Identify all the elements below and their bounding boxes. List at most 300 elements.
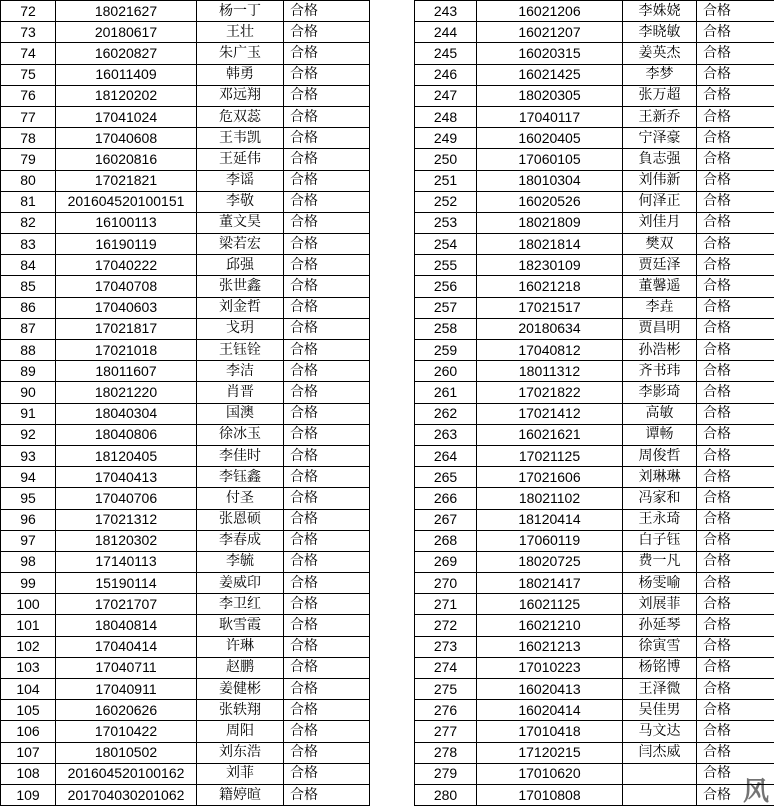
result-cell: 合格 (697, 43, 774, 64)
table-row (415, 382, 774, 403)
name-cell: 耿雪霞 (197, 615, 284, 636)
result-cell: 合格 (697, 721, 774, 742)
result-cell: 合格 (284, 721, 370, 742)
result-cell: 合格 (284, 382, 370, 403)
table-row (1, 234, 370, 255)
row-index-cell: 96 (1, 509, 56, 530)
result-cell: 合格 (284, 445, 370, 466)
row-index-cell: 245 (415, 43, 477, 64)
name-cell: 孙延琴 (623, 615, 697, 636)
table-row (1, 149, 370, 170)
table-row (415, 234, 774, 255)
name-cell: 王延伟 (197, 149, 284, 170)
name-cell: 刘佳月 (623, 212, 697, 233)
name-cell: 何泽正 (623, 191, 697, 212)
name-cell: 梁若宏 (197, 234, 284, 255)
row-index-cell: 260 (415, 361, 477, 382)
row-index-cell: 74 (1, 43, 56, 64)
name-cell: 徐冰玉 (197, 424, 284, 445)
name-cell: 姜威印 (197, 573, 284, 594)
row-index-cell: 269 (415, 551, 477, 572)
row-index-cell: 105 (1, 700, 56, 721)
row-index-cell: 91 (1, 403, 56, 424)
student-id-cell: 18021417 (477, 573, 623, 594)
row-index-cell: 99 (1, 573, 56, 594)
name-cell: 李佳时 (197, 445, 284, 466)
table-row (1, 763, 370, 784)
table-row (1, 488, 370, 509)
name-cell: 冯家和 (623, 488, 697, 509)
table-row (1, 22, 370, 43)
result-cell: 合格 (284, 276, 370, 297)
result-cell: 合格 (697, 361, 774, 382)
student-id-cell: 18010502 (56, 742, 197, 763)
name-cell: 刘伟新 (623, 170, 697, 191)
table-row (1, 657, 370, 678)
table-row (415, 424, 774, 445)
row-index-cell: 264 (415, 445, 477, 466)
result-cell: 合格 (284, 255, 370, 276)
result-cell: 合格 (697, 424, 774, 445)
result-cell: 合格 (697, 594, 774, 615)
student-id-cell: 18021814 (477, 234, 623, 255)
row-index-cell: 271 (415, 594, 477, 615)
table-row (1, 594, 370, 615)
result-cell: 合格 (697, 276, 774, 297)
student-id-cell: 18021627 (56, 1, 197, 22)
result-cell: 合格 (697, 403, 774, 424)
name-cell: 王泽微 (623, 679, 697, 700)
table-row (415, 255, 774, 276)
row-index-cell: 263 (415, 424, 477, 445)
student-id-cell: 16021218 (477, 276, 623, 297)
row-index-cell: 275 (415, 679, 477, 700)
row-index-cell: 252 (415, 191, 477, 212)
result-cell: 合格 (284, 149, 370, 170)
table-row (1, 382, 370, 403)
row-index-cell: 272 (415, 615, 477, 636)
table-row (1, 573, 370, 594)
result-cell: 合格 (284, 488, 370, 509)
result-cell: 合格 (284, 742, 370, 763)
student-id-cell: 17021517 (477, 297, 623, 318)
name-cell: 刘东浩 (197, 742, 284, 763)
table-row (1, 403, 370, 424)
student-id-cell: 18120302 (56, 530, 197, 551)
table-row (1, 340, 370, 361)
name-cell: 付圣 (197, 488, 284, 509)
name-cell: 刘琳琳 (623, 467, 697, 488)
table-row (415, 191, 774, 212)
name-cell: 周俊哲 (623, 445, 697, 466)
name-cell: 邱强 (197, 255, 284, 276)
student-id-cell: 16020414 (477, 700, 623, 721)
result-cell: 合格 (697, 382, 774, 403)
result-cell: 合格 (284, 361, 370, 382)
student-id-cell: 16020526 (477, 191, 623, 212)
row-index-cell: 107 (1, 742, 56, 763)
name-cell: 王永琦 (623, 509, 697, 530)
result-cell: 合格 (697, 551, 774, 572)
row-index-cell: 98 (1, 551, 56, 572)
student-id-cell: 201604520100162 (56, 763, 197, 784)
table-row (1, 742, 370, 763)
name-cell: 李毓 (197, 551, 284, 572)
table-row (1, 700, 370, 721)
result-cell: 合格 (697, 488, 774, 509)
name-cell: 张恩硕 (197, 509, 284, 530)
result-cell: 合格 (697, 679, 774, 700)
table-row (1, 784, 370, 805)
table-row (1, 297, 370, 318)
student-id-cell: 17040117 (477, 106, 623, 127)
row-index-cell: 246 (415, 64, 477, 85)
table-row (415, 43, 774, 64)
result-cell: 合格 (284, 170, 370, 191)
result-cell: 合格 (284, 22, 370, 43)
name-cell: 董馨遥 (623, 276, 697, 297)
row-index-cell: 254 (415, 234, 477, 255)
table-row (1, 106, 370, 127)
table-row (415, 149, 774, 170)
row-index-cell: 72 (1, 1, 56, 22)
student-id-cell: 16020827 (56, 43, 197, 64)
table-row (1, 679, 370, 700)
table-row (415, 509, 774, 530)
table-row (1, 191, 370, 212)
student-id-cell: 18040806 (56, 424, 197, 445)
student-id-cell: 16021621 (477, 424, 623, 445)
name-cell: 刘菲 (197, 763, 284, 784)
row-index-cell: 276 (415, 700, 477, 721)
table-row (1, 1, 370, 22)
student-id-cell: 18120414 (477, 509, 623, 530)
name-cell: 籍婷暄 (197, 784, 284, 805)
row-index-cell: 104 (1, 679, 56, 700)
result-cell: 合格 (284, 318, 370, 339)
table-row (1, 424, 370, 445)
student-id-cell: 17040708 (56, 276, 197, 297)
result-cell: 合格 (697, 784, 774, 805)
table-row (1, 467, 370, 488)
student-id-cell: 18230109 (477, 255, 623, 276)
student-id-cell: 18011312 (477, 361, 623, 382)
table-row (415, 1, 774, 22)
table-row (415, 636, 774, 657)
row-index-cell: 80 (1, 170, 56, 191)
table-row (415, 340, 774, 361)
student-id-cell: 16020816 (56, 149, 197, 170)
name-cell: 杨一丁 (197, 1, 284, 22)
student-id-cell: 17040706 (56, 488, 197, 509)
result-cell: 合格 (697, 255, 774, 276)
student-id-cell: 17021606 (477, 467, 623, 488)
row-index-cell: 94 (1, 467, 56, 488)
row-index-cell: 95 (1, 488, 56, 509)
result-cell: 合格 (697, 530, 774, 551)
student-id-cell: 16100113 (56, 212, 197, 233)
student-id-cell: 18021220 (56, 382, 197, 403)
student-id-cell: 17021312 (56, 509, 197, 530)
row-index-cell: 100 (1, 594, 56, 615)
row-index-cell: 262 (415, 403, 477, 424)
name-cell: 赵鹏 (197, 657, 284, 678)
result-cell: 合格 (697, 742, 774, 763)
result-cell: 合格 (697, 573, 774, 594)
student-id-cell: 16020405 (477, 128, 623, 149)
table-row (1, 170, 370, 191)
result-cell: 合格 (697, 657, 774, 678)
table-row (415, 85, 774, 106)
result-cell: 合格 (697, 467, 774, 488)
student-id-cell: 17021817 (56, 318, 197, 339)
row-index-cell: 85 (1, 276, 56, 297)
row-index-cell: 250 (415, 149, 477, 170)
student-id-cell: 17021125 (477, 445, 623, 466)
name-cell: 李敬 (197, 191, 284, 212)
result-cell: 合格 (284, 212, 370, 233)
result-cell: 合格 (284, 551, 370, 572)
student-id-cell: 16020626 (56, 700, 197, 721)
student-id-cell: 16190119 (56, 234, 197, 255)
name-cell: 张轶翔 (197, 700, 284, 721)
row-index-cell: 83 (1, 234, 56, 255)
name-cell: 李谣 (197, 170, 284, 191)
table-row (1, 615, 370, 636)
student-id-cell: 17040603 (56, 297, 197, 318)
name-cell: 马文达 (623, 721, 697, 742)
row-index-cell: 97 (1, 530, 56, 551)
row-index-cell: 267 (415, 509, 477, 530)
table-row (415, 763, 774, 784)
result-cell: 合格 (697, 445, 774, 466)
table-row (415, 64, 774, 85)
table-row (415, 679, 774, 700)
name-cell: 谭畅 (623, 424, 697, 445)
student-id-cell: 16021210 (477, 615, 623, 636)
name-cell: 杨铭博 (623, 657, 697, 678)
result-cell: 合格 (697, 64, 774, 85)
result-cell: 合格 (697, 340, 774, 361)
row-index-cell: 88 (1, 340, 56, 361)
student-id-cell: 17021707 (56, 594, 197, 615)
student-id-cell: 16021207 (477, 22, 623, 43)
table-row (415, 22, 774, 43)
table-row (1, 276, 370, 297)
name-cell: 刘金哲 (197, 297, 284, 318)
student-id-cell: 18020305 (477, 85, 623, 106)
table-row (415, 276, 774, 297)
row-index-cell: 265 (415, 467, 477, 488)
result-cell: 合格 (284, 763, 370, 784)
name-cell: 董文昊 (197, 212, 284, 233)
name-cell (623, 763, 697, 784)
name-cell: 李钰鑫 (197, 467, 284, 488)
student-id-cell: 17040413 (56, 467, 197, 488)
result-cell: 合格 (697, 636, 774, 657)
student-id-cell: 201604520100151 (56, 191, 197, 212)
student-id-cell: 15190114 (56, 573, 197, 594)
row-index-cell: 258 (415, 318, 477, 339)
name-cell: 危双蕊 (197, 106, 284, 127)
student-id-cell: 18040814 (56, 615, 197, 636)
row-index-cell: 268 (415, 530, 477, 551)
table-row (1, 318, 370, 339)
result-cell: 合格 (284, 573, 370, 594)
row-index-cell: 86 (1, 297, 56, 318)
row-index-cell: 93 (1, 445, 56, 466)
row-index-cell: 261 (415, 382, 477, 403)
result-cell: 合格 (284, 530, 370, 551)
result-cell: 合格 (284, 784, 370, 805)
result-cell: 合格 (284, 615, 370, 636)
result-cell: 合格 (697, 700, 774, 721)
row-index-cell: 279 (415, 763, 477, 784)
result-cell: 合格 (284, 297, 370, 318)
result-cell: 合格 (284, 128, 370, 149)
table-row (1, 361, 370, 382)
row-index-cell: 251 (415, 170, 477, 191)
row-index-cell: 89 (1, 361, 56, 382)
table-row (1, 128, 370, 149)
name-cell (623, 784, 697, 805)
name-cell: 闫杰威 (623, 742, 697, 763)
result-cell: 合格 (284, 43, 370, 64)
table-row (1, 43, 370, 64)
name-cell: 费一凡 (623, 551, 697, 572)
result-cell: 合格 (284, 467, 370, 488)
student-id-cell: 17060119 (477, 530, 623, 551)
results-table-left (0, 0, 370, 806)
name-cell: 周阳 (197, 721, 284, 742)
result-cell: 合格 (697, 149, 774, 170)
table-row (1, 721, 370, 742)
table-row (415, 721, 774, 742)
table-row (415, 318, 774, 339)
row-index-cell: 270 (415, 573, 477, 594)
name-cell: 高敏 (623, 403, 697, 424)
result-cell: 合格 (284, 636, 370, 657)
student-id-cell: 17040711 (56, 657, 197, 678)
student-id-cell: 17040414 (56, 636, 197, 657)
student-id-cell: 17060105 (477, 149, 623, 170)
student-id-cell: 16021425 (477, 64, 623, 85)
result-cell: 合格 (284, 106, 370, 127)
result-cell: 合格 (697, 128, 774, 149)
result-cell: 合格 (697, 509, 774, 530)
name-cell: 徐寅雪 (623, 636, 697, 657)
result-cell: 合格 (284, 191, 370, 212)
row-index-cell: 278 (415, 742, 477, 763)
result-cell: 合格 (284, 679, 370, 700)
row-index-cell: 82 (1, 212, 56, 233)
name-cell: 李春成 (197, 530, 284, 551)
name-cell: 杨雯喻 (623, 573, 697, 594)
table-row (1, 551, 370, 572)
student-id-cell: 18021809 (477, 212, 623, 233)
table-row (415, 530, 774, 551)
student-id-cell: 18020725 (477, 551, 623, 572)
name-cell: 孙浩彬 (623, 340, 697, 361)
student-id-cell: 201704030201062 (56, 784, 197, 805)
student-id-cell: 17021412 (477, 403, 623, 424)
student-id-cell: 16020413 (477, 679, 623, 700)
table-row (415, 551, 774, 572)
row-index-cell: 280 (415, 784, 477, 805)
name-cell: 刘展菲 (623, 594, 697, 615)
result-cell: 合格 (284, 85, 370, 106)
result-cell: 合格 (284, 234, 370, 255)
student-id-cell: 20180617 (56, 22, 197, 43)
row-index-cell: 103 (1, 657, 56, 678)
name-cell: 张万超 (623, 85, 697, 106)
result-cell: 合格 (284, 340, 370, 361)
row-index-cell: 101 (1, 615, 56, 636)
row-index-cell: 273 (415, 636, 477, 657)
table-row (415, 297, 774, 318)
name-cell: 姜英杰 (623, 43, 697, 64)
row-index-cell: 78 (1, 128, 56, 149)
row-index-cell: 243 (415, 1, 477, 22)
name-cell: 負志强 (623, 149, 697, 170)
student-id-cell: 18021102 (477, 488, 623, 509)
result-cell: 合格 (697, 170, 774, 191)
name-cell: 李影琦 (623, 382, 697, 403)
row-index-cell: 266 (415, 488, 477, 509)
table-row (415, 445, 774, 466)
table-row (1, 64, 370, 85)
table-row (415, 594, 774, 615)
student-id-cell: 18040304 (56, 403, 197, 424)
row-index-cell: 248 (415, 106, 477, 127)
name-cell: 朱广玉 (197, 43, 284, 64)
row-index-cell: 87 (1, 318, 56, 339)
student-id-cell: 17040608 (56, 128, 197, 149)
result-cell: 合格 (697, 763, 774, 784)
name-cell: 贾昌明 (623, 318, 697, 339)
row-index-cell: 277 (415, 721, 477, 742)
table-row (415, 128, 774, 149)
student-id-cell: 16011409 (56, 64, 197, 85)
row-index-cell: 81 (1, 191, 56, 212)
row-index-cell: 73 (1, 22, 56, 43)
result-cell: 合格 (697, 191, 774, 212)
result-cell: 合格 (697, 1, 774, 22)
student-id-cell: 18120202 (56, 85, 197, 106)
name-cell: 宁泽豪 (623, 128, 697, 149)
student-id-cell: 17021018 (56, 340, 197, 361)
watermark-logo (743, 771, 770, 808)
table-row (415, 212, 774, 233)
name-cell: 王壮 (197, 22, 284, 43)
student-id-cell: 17040911 (56, 679, 197, 700)
table-row (415, 615, 774, 636)
result-cell: 合格 (284, 424, 370, 445)
name-cell: 白子钰 (623, 530, 697, 551)
student-id-cell: 17010422 (56, 721, 197, 742)
name-cell: 李洁 (197, 361, 284, 382)
name-cell: 韩勇 (197, 64, 284, 85)
name-cell: 李梦 (623, 64, 697, 85)
name-cell: 李卫红 (197, 594, 284, 615)
row-index-cell: 247 (415, 85, 477, 106)
student-id-cell: 17040222 (56, 255, 197, 276)
table-row (415, 573, 774, 594)
name-cell: 吴佳男 (623, 700, 697, 721)
table-row (1, 85, 370, 106)
name-cell: 李晓敏 (623, 22, 697, 43)
row-index-cell: 92 (1, 424, 56, 445)
